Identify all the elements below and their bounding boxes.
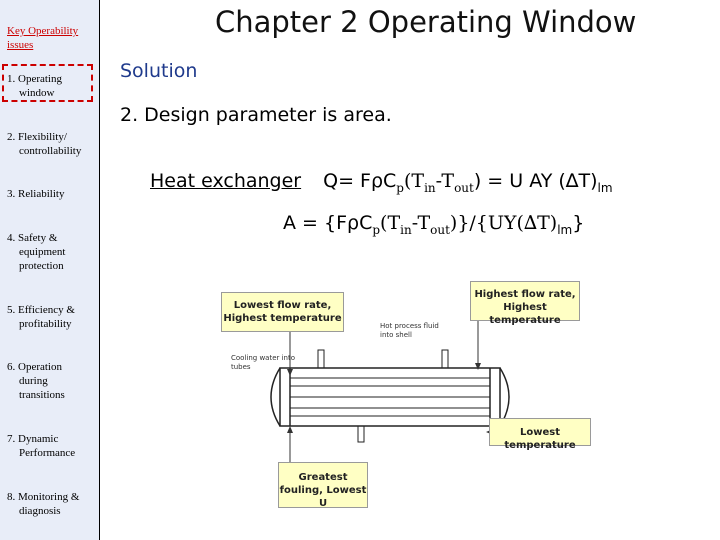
- label-hot-process-fluid: Hot process fluid into shell: [380, 322, 439, 339]
- sidebar-item-dynamic[interactable]: 7. Dynamic Performance: [7, 433, 76, 459]
- sidebar-item-safety[interactable]: 4. Safety & equipment protection: [7, 232, 66, 272]
- sidebar-item-monitoring[interactable]: 8. Monitoring & diagnosis: [7, 491, 80, 517]
- label-cooling-water: Cooling water into tubes: [231, 354, 296, 371]
- callout-highest-flow-rate: Highest flow rate, Highest temperature: [470, 281, 580, 321]
- callout-lowest-flow-rate: Lowest flow rate, Highest temperature: [221, 292, 344, 332]
- design-parameter: 2. Design parameter is area.: [120, 104, 392, 126]
- sidebar-item-operating-window[interactable]: 1. Operating window: [7, 73, 62, 99]
- callout-lowest-temperature: Lowest temperature: [489, 418, 591, 446]
- solution-heading: Solution: [120, 60, 198, 82]
- heat-exchanger-label: Heat exchanger: [150, 170, 302, 192]
- callout-greatest-fouling: Greatest fouling, Lowest U: [278, 462, 368, 508]
- page-title: Chapter 2 Operating Window: [215, 5, 637, 39]
- equation-area: $A = \{F\rho C_p(T_{in}-T_{out})\}/\{UY(\Delta T)_{lm}\}$: [283, 212, 585, 237]
- sidebar-title: Key Operability issues: [7, 25, 79, 51]
- sidebar: [0, 0, 100, 540]
- sidebar-item-efficiency[interactable]: 5. Efficiency & profitability: [7, 304, 75, 330]
- equation-heat-exchanger: Heat exchanger $Q= F\rho C_p(T_{in}-T_{out}) = U$ AY $(\Delta T)_{lm}$: [150, 170, 613, 195]
- sidebar-item-reliability[interactable]: 3. Reliability: [7, 188, 65, 200]
- sidebar-item-transitions[interactable]: 6. Operation during transitions: [7, 361, 65, 401]
- sidebar-item-flexibility[interactable]: 2. Flexibility/ controllability: [7, 131, 82, 157]
